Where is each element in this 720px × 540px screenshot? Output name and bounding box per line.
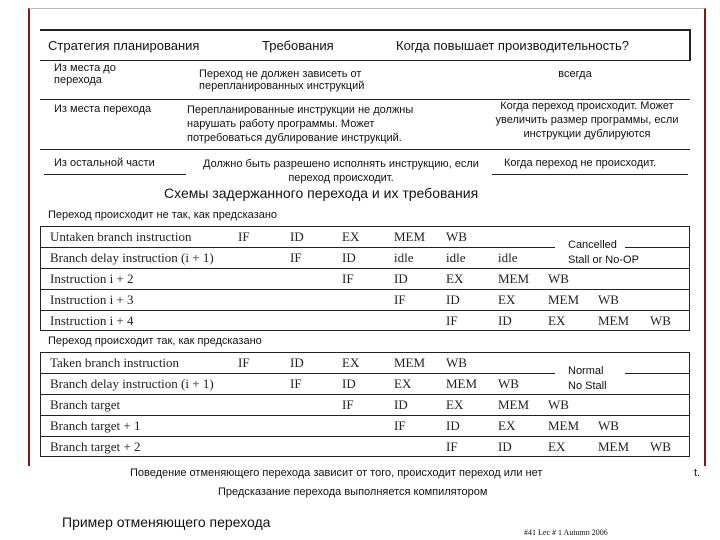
strategy-1: Из места до перехода (54, 62, 116, 86)
requirement-3: Должно быть разрешено исполнять инструкцию, если переход происходит. (203, 158, 479, 184)
strategy-3: Из остальной части (54, 157, 155, 169)
pipeline-stage: MEM (598, 313, 630, 328)
pipeline-stage: WB (446, 229, 467, 244)
pipeline-row-label: Instruction i + 3 (50, 292, 134, 307)
pipeline-stage: MEM (446, 376, 478, 391)
pipeline-stage: MEM (548, 292, 580, 307)
row-divider (40, 247, 555, 248)
pipeline-stage: idle (498, 250, 518, 265)
pipeline-stage: IF (238, 355, 250, 370)
pipeline-stage: WB (650, 439, 671, 454)
pipeline-stage: MEM (548, 418, 580, 433)
pipeline-row-label: Instruction i + 4 (50, 313, 134, 328)
pipeline-stage: EX (446, 271, 464, 286)
requirement-1: Переход не должен зависеть от перепланированных инструкций (199, 68, 365, 92)
pipeline-row-label: Taken branch instruction (50, 355, 180, 370)
pipeline-row-label: Branch target (50, 397, 121, 412)
strategy-2: Из места перехода (54, 103, 152, 115)
pipeline-stage: WB (498, 376, 519, 391)
section-title: Схемы задержанного перехода и их требования (164, 185, 479, 201)
pipeline-stage: WB (548, 397, 569, 412)
pipeline-stage: EX (498, 292, 516, 307)
pipeline-stage: IF (394, 292, 406, 307)
row-divider (625, 394, 690, 395)
pipeline-row-label: Branch target + 2 (50, 439, 141, 454)
header-requirements: Требования (262, 38, 334, 53)
requirement-2: Перепланированные инструкции не должны нарушать работу программы. Может потребоваться дублирование инструкций. (187, 104, 414, 144)
pipeline-caption: Переход происходит так, как предсказано (48, 335, 262, 347)
pipeline-stage: EX (446, 397, 464, 412)
pipeline-stage: idle (394, 250, 414, 265)
pipeline-stage: ID (446, 292, 460, 307)
row-divider (625, 373, 690, 374)
pipeline-stage: WB (598, 292, 619, 307)
when-1: всегда (558, 68, 592, 80)
pipeline-stage: ID (498, 313, 512, 328)
pipeline-stage: EX (498, 418, 516, 433)
pipeline-stage: ID (498, 439, 512, 454)
pipeline-note-2: Stall or No-OP (568, 254, 639, 266)
footer-note-1: Поведение отменяющего перехода зависит от того, происходит переход или нет (130, 467, 543, 479)
pipeline-stage: IF (290, 376, 302, 391)
pipeline-stage: ID (394, 397, 408, 412)
pipeline-stage: ID (446, 418, 460, 433)
row-divider (625, 268, 690, 269)
pipeline-stage: MEM (598, 439, 630, 454)
pipeline-row-label: Branch delay instruction (i + 1) (50, 376, 214, 391)
when-2: Когда переход происходит. Может увеличить размер программы, если инструкции дублируются (495, 100, 679, 140)
slide-footer: #41 Lec # 1 Autumn 2006 (524, 528, 608, 537)
pipeline-stage: MEM (498, 271, 530, 286)
pipeline-stage: WB (548, 271, 569, 286)
pipeline-stage: IF (446, 439, 458, 454)
pipeline-stage: WB (598, 418, 619, 433)
row-divider (625, 247, 690, 248)
pipeline-stage: EX (342, 229, 360, 244)
pipeline-stage: MEM (394, 229, 426, 244)
row-divider (40, 394, 690, 395)
when-3: Когда переход не происходит. (504, 157, 657, 169)
pipeline-row-label: Untaken branch instruction (50, 229, 192, 244)
pipeline-row-label: Branch delay instruction (i + 1) (50, 250, 214, 265)
pipeline-stage: ID (290, 229, 304, 244)
pipeline-stage: WB (446, 355, 467, 370)
row-divider (40, 373, 555, 374)
pipeline-stage: idle (446, 250, 466, 265)
header-strategy: Стратегия планирования (48, 38, 200, 53)
pipeline-stage: WB (650, 313, 671, 328)
slide-title: Пример отменяющего перехода (62, 514, 271, 530)
pipeline-stage: IF (394, 418, 406, 433)
pipeline-stage: ID (394, 271, 408, 286)
header-when: Когда повышает производительность? (396, 38, 630, 53)
pipeline-stage: EX (394, 376, 412, 391)
pipeline-stage: EX (548, 313, 566, 328)
row-divider (40, 268, 690, 269)
row-divider (40, 289, 690, 290)
pipeline-row-label: Branch target + 1 (50, 418, 141, 433)
pipeline-stage: IF (290, 250, 302, 265)
pipeline-stage: ID (290, 355, 304, 370)
pipeline-note-1: Normal (568, 365, 604, 377)
stray-text: t. (694, 467, 701, 479)
row-divider (40, 436, 690, 437)
pipeline-stage: IF (446, 313, 458, 328)
pipeline-note-2: No Stall (568, 380, 607, 392)
footer-note-2: Предсказание перехода выполняется компилятором (218, 486, 488, 498)
pipeline-row-label: Instruction i + 2 (50, 271, 134, 286)
pipeline-stage: IF (342, 271, 354, 286)
pipeline-note-1: Cancelled (568, 239, 617, 251)
row-divider (40, 415, 690, 416)
pipeline-stage: ID (342, 250, 356, 265)
pipeline-stage: ID (342, 376, 356, 391)
pipeline-stage: EX (342, 355, 360, 370)
pipeline-stage: EX (548, 439, 566, 454)
pipeline-caption: Переход происходит не так, как предсказано (48, 209, 278, 221)
pipeline-stage: MEM (498, 397, 530, 412)
row-divider (40, 310, 690, 311)
pipeline-stage: IF (342, 397, 354, 412)
pipeline-stage: IF (238, 229, 250, 244)
pipeline-stage: MEM (394, 355, 426, 370)
